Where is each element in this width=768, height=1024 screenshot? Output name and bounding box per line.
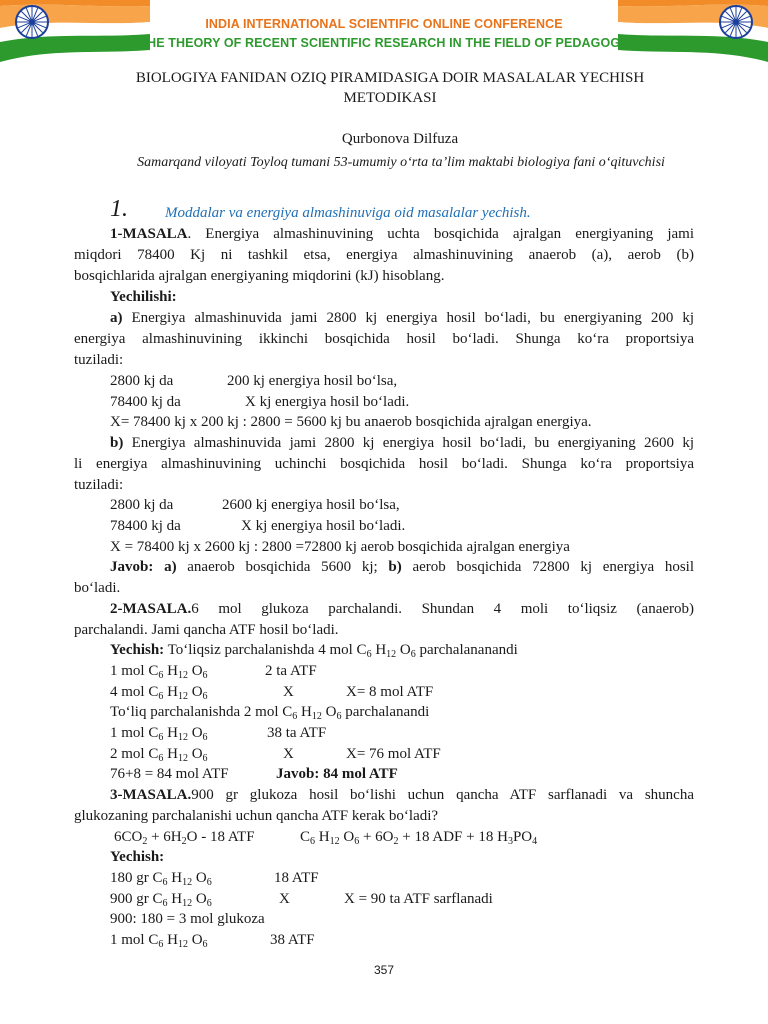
problem-label: 3-MASALA. <box>110 787 192 803</box>
text-span: X kj energiya hosil bo‘ladi. <box>241 518 406 534</box>
subscript: 2 <box>393 836 399 847</box>
text-span: O - 18 ATF <box>186 829 255 845</box>
result-line: X= 78400 kj x 200 kj : 2800 = 5600 kj bu anaerob bosqichida ajralgan energiya. <box>110 414 592 430</box>
text-span: H <box>163 663 178 679</box>
subscript: 6 <box>206 877 212 888</box>
subscript: 6 <box>202 691 208 702</box>
text-span: Energiya almashinuvida jami 2800 kj energiya hosil bo‘ladi, bu energiyaning 2600 kj <box>123 435 694 451</box>
text-span: O <box>187 932 203 948</box>
subscript: 6 <box>206 898 212 909</box>
subscript: 6 <box>410 649 416 660</box>
text-span: 900 gr glukoza hosil bo‘lishi uchun qancha ATF sarflanadi va shuncha <box>191 787 694 803</box>
paragraph-line <box>110 433 694 453</box>
answer-line <box>110 557 694 577</box>
subscript: 2 <box>142 836 148 847</box>
text-span: To‘liq parchalanishda 2 mol C <box>110 704 293 720</box>
text-span: anaerob bosqichida 5600 kj; <box>176 559 389 575</box>
article-title-line: BIOLOGIYA FANIDAN OZIQ PIRAMIDASIGA DOIR MASALALAR YECHISH <box>135 70 645 86</box>
text-span: To‘liqsiz parchalanishda 4 mol C <box>164 642 367 658</box>
text-span: H <box>167 870 183 886</box>
subscript: 2 <box>181 836 187 847</box>
subscript: 3 <box>507 836 513 847</box>
text-span: Energiya almashinuvida jami 2800 kj energiya hosil bo‘ladi, bu energiyaning 200 kj <box>122 310 694 326</box>
formula-line <box>110 661 317 681</box>
paragraph-line: tuziladi: <box>74 352 124 368</box>
subscript: 12 <box>386 649 397 660</box>
answer-label: Javob: 84 mol ATF <box>276 766 398 782</box>
text-span: 6 mol glukoza parchalandi. Shundan 4 moli to‘liqsiz (anaerob) <box>191 601 694 617</box>
part-label: a) <box>164 559 177 575</box>
result-line: X = 78400 kj x 2600 kj : 2800 =72800 kj aerob bosqichida ajralgan energiya <box>110 539 570 555</box>
proportion-line <box>110 495 400 515</box>
text-span: O <box>321 704 337 720</box>
conference-title: INDIA INTERNATIONAL SCIENTIFIC ONLINE CONFERENCE <box>205 17 563 31</box>
paragraph-line: bo‘ladi. <box>74 580 121 596</box>
subscript: 6 <box>202 732 208 743</box>
subscript: 12 <box>329 836 340 847</box>
subscript: 12 <box>177 732 188 743</box>
subscript: 6 <box>158 753 164 764</box>
paragraph-line: bosqichlarida ajralgan energiyaning miqdorini (kJ) hisoblang. <box>74 268 445 284</box>
paragraph-line: energiya almashinuvining ikkinchi bosqichida hosil bo‘ladi. Shunga ko‘ra proportsiya <box>74 331 694 347</box>
subscript: 6 <box>292 711 298 722</box>
problem-label: 1-MASALA <box>110 226 188 242</box>
text-span: . Energiya almashinuvining uchta bosqichida ajralgan energiyaning jami <box>187 226 694 242</box>
subscript: 6 <box>310 836 316 847</box>
solution-label: Yechilishi: <box>110 289 177 305</box>
text-span: parchalananandi <box>415 642 518 658</box>
text-span: + 6O <box>359 829 394 845</box>
subscript: 12 <box>177 939 188 950</box>
text-span: 6CO <box>114 829 143 845</box>
subscript: 6 <box>366 649 372 660</box>
proportion-line <box>110 392 410 412</box>
text-span: O <box>187 684 203 700</box>
text-span: 2600 kj energiya hosil bo‘lsa, <box>222 497 400 513</box>
text-span: X= 8 mol ATF <box>346 684 434 700</box>
part-label: b) <box>388 559 402 575</box>
text-span: X kj energiya hosil bo‘ladi. <box>245 394 410 410</box>
formula-line <box>110 723 327 743</box>
text-span: H <box>163 725 178 741</box>
section-title: Moddalar va energiya almashinuviga oid masalalar yechish. <box>165 205 531 221</box>
formula-line <box>110 744 441 764</box>
text-span: C <box>300 829 311 845</box>
text-span: 78400 kj da <box>110 518 181 534</box>
text-span: 900 gr C <box>110 891 163 907</box>
text-span: 78400 kj da <box>110 394 181 410</box>
text-span: aerob bosqichida 72800 kj energiya hosil <box>401 559 695 575</box>
paragraph-line: glukozaning parchalanishi uchun qancha ATF kerak bo‘ladi? <box>74 808 439 824</box>
solution-label: Yechish: <box>110 642 165 658</box>
text-span: H <box>371 642 387 658</box>
text-span: 76+8 = 84 mol ATF <box>110 766 229 782</box>
text-span: O <box>396 642 411 658</box>
text-span: X <box>279 891 290 907</box>
subscript: 6 <box>354 836 360 847</box>
equation-line <box>114 827 538 847</box>
text-span: X= 76 mol ATF <box>346 746 441 762</box>
paragraph-line <box>110 224 694 244</box>
text-span: 2 mol C <box>110 746 159 762</box>
part-label: b) <box>110 435 124 451</box>
author-affiliation: Samarqand viloyati Toyloq tumani 53-umumiy o‘rta ta’lim maktabi biologiya fani o‘qituvchisi <box>137 155 665 170</box>
text-span: 4 mol C <box>110 684 159 700</box>
text-span: 2800 kj da <box>110 373 174 389</box>
formula-line: 900: 180 = 3 mol glukoza <box>110 911 265 927</box>
conference-subtitle: THE THEORY OF RECENT SCIENTIFIC RESEARCH IN THE FIELD OF PEDAGOGY <box>139 36 629 50</box>
text-span: H <box>163 932 178 948</box>
paragraph-line <box>110 308 694 328</box>
subscript: 12 <box>182 877 193 888</box>
text-span: 180 gr C <box>110 870 163 886</box>
text-span: O <box>192 891 207 907</box>
subscript: 12 <box>182 898 193 909</box>
subscript: 6 <box>158 670 164 681</box>
text-span: H <box>163 746 178 762</box>
subscript: 12 <box>177 670 188 681</box>
formula-line <box>110 682 434 702</box>
subscript: 6 <box>202 939 208 950</box>
paragraph-line <box>110 785 694 805</box>
article-title <box>90 68 690 108</box>
article-title-line: METODIKASI <box>343 90 437 106</box>
text-span: O <box>187 746 203 762</box>
text-span: 2800 kj da <box>110 497 174 513</box>
formula-line <box>110 889 493 909</box>
subscript: 12 <box>177 753 188 764</box>
author-name: Qurbonova Dilfuza <box>341 131 459 147</box>
subscript: 6 <box>158 939 164 950</box>
problem-label: 2-MASALA. <box>110 601 192 617</box>
paragraph-line: li energiya almashinuvining uchinchi bosqichida hosil bo‘ladi. Shunga ko‘ra proportsiya <box>74 456 694 472</box>
text-span: O <box>192 870 207 886</box>
proportion-line <box>110 371 398 391</box>
text-span: + 6H <box>147 829 182 845</box>
subscript: 6 <box>158 732 164 743</box>
text-span: 200 kj energiya hosil bo‘lsa, <box>227 373 398 389</box>
text-span: H <box>167 891 183 907</box>
formula-line <box>110 702 429 722</box>
subscript: 6 <box>202 753 208 764</box>
proportion-line <box>110 516 406 536</box>
paragraph-line: tuziladi: <box>74 477 124 493</box>
conference-header <box>0 0 768 64</box>
text-span: 38 ta ATF <box>267 725 327 741</box>
part-label: a) <box>110 310 123 326</box>
paragraph-line <box>110 640 518 660</box>
text-span: 1 mol C <box>110 725 159 741</box>
text-span: X = 90 ta ATF sarflanadi <box>344 891 493 907</box>
text-span: H <box>297 704 312 720</box>
subscript: 6 <box>202 670 208 681</box>
page-number: 357 <box>373 963 395 977</box>
subscript: 12 <box>311 711 322 722</box>
text-span: PO <box>512 829 533 845</box>
text-span: 1 mol C <box>110 932 159 948</box>
subscript: 6 <box>158 691 164 702</box>
text-span: + 18 ADF + 18 H <box>398 829 508 845</box>
subscript: 6 <box>162 877 168 888</box>
text-span: H <box>315 829 330 845</box>
text-span: 2 ta ATF <box>265 663 317 679</box>
text-span: X <box>283 684 294 700</box>
formula-line <box>110 868 319 888</box>
paragraph-line: parchalandi. Jami qancha ATF hosil bo‘ladi. <box>74 622 339 638</box>
formula-line <box>110 930 315 950</box>
answer-line <box>110 764 398 784</box>
text-span: X <box>283 746 294 762</box>
answer-label: Javob: <box>110 559 154 575</box>
paragraph-line <box>110 599 694 619</box>
text-span: parchalanandi <box>341 704 430 720</box>
text-span: O <box>187 663 203 679</box>
section-number: 1. <box>110 196 128 222</box>
text-span: H <box>163 684 178 700</box>
subscript: 6 <box>336 711 342 722</box>
subscript: 6 <box>162 898 168 909</box>
paragraph-line: miqdori 78400 Kj ni tashkil etsa, energiya almashinuvining anaerob (a), aerob (b) <box>74 247 694 263</box>
text-span: O <box>187 725 203 741</box>
subscript: 4 <box>532 836 538 847</box>
text-span: 38 ATF <box>270 932 315 948</box>
text-span: 1 mol C <box>110 663 159 679</box>
text-span: 18 ATF <box>274 870 319 886</box>
text-span: O <box>339 829 355 845</box>
solution-label: Yechish: <box>110 849 165 865</box>
subscript: 12 <box>177 691 188 702</box>
